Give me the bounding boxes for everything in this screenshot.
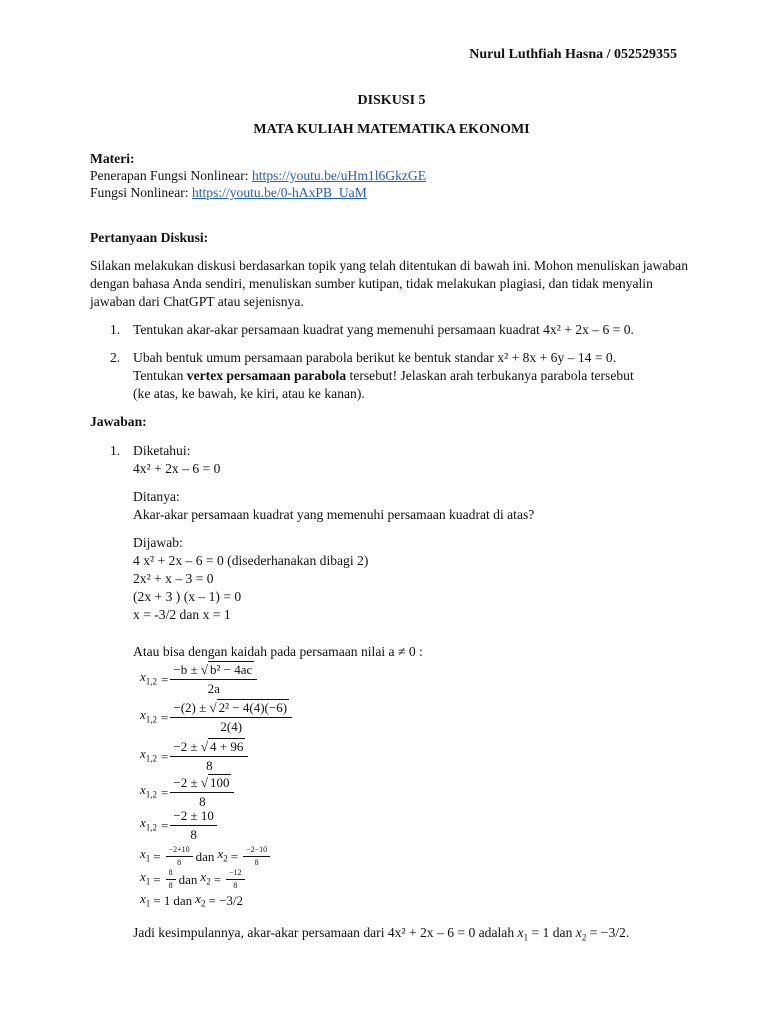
materi-link-1[interactable]: https://youtu.be/uHm1l6GkzGE — [251, 168, 427, 183]
conclusion-text: Jadi kesimpulannya, akar-akar persamaan dari 4x² + 2x – 6 = 0 adalah $x_1 = 1$ dan $x_2 = -3/2$. — [133, 925, 630, 943]
formula-step-5: $x_{1,2}$ = $\frac{-2 \pm 10}{8}$ — [140, 808, 217, 843]
roots-step-2: $x_1$ = $\frac{8}{8}$ dan $x_2$ = $\frac{-12}{8}$ — [140, 868, 245, 891]
author-name: Nurul Luthfiah Hasna / 052529355 — [469, 47, 677, 62]
ditanya-label: Ditanya: — [133, 489, 180, 504]
kaidah-text: Atau bisa dengan kaidah pada persamaan nilai a ≠ 0 : — [133, 644, 423, 659]
solution-step-1: 4 x² + 2x – 6 = 0 (disederhanakan dibagi 2) — [133, 553, 369, 568]
formula-step-4: $x_{1,2}$ = $\frac{-2 \pm √ 100}{8}$ — [140, 775, 234, 810]
roots-result: $x_1$ = 1 dan $x_2$ = −3/2 — [140, 891, 243, 909]
question-2-line-2-post: tersebut! Jelaskan arah terbukanya parabola tersebut — [346, 368, 634, 383]
diketahui-equation: 4x² + 2x – 6 = 0 — [133, 461, 221, 476]
pertanyaan-intro: Silakan melakukan diskusi berdasarkan topik yang telah ditentukan di bawah ini. Mohon menuliskan jawaban dengan bahasa Anda sendiri, menuliskan sumber kutipan, tidak melakukan plagiasi, dan tidak menyalin jawaban dari ChatGPT atau sejenisnya. — [90, 258, 688, 309]
formula-step-3: $x_{1,2}$ = $\frac{-2 \pm √ 4 + 96}{8}$ — [140, 739, 248, 774]
materi-item-2 — [90, 184, 690, 202]
diketahui-label: Diketahui: — [133, 443, 191, 458]
question-2-number: 2. — [110, 350, 121, 365]
question-1-number: 1. — [110, 322, 121, 337]
ditanya-text: Akar-akar persamaan kuadrat yang memenuhi persamaan kuadrat di atas? — [133, 507, 535, 522]
materi-item-1 — [90, 167, 690, 185]
formula-step-4-fraction: $\frac{-2 \pm √ 100}{8}$ — [170, 775, 234, 810]
question-2-line-1: Ubah bentuk umum persamaan parabola berikut ke bentuk standar x² + 8x + 6y – 14 = 0. — [133, 350, 617, 365]
formula-general: $x_{1,2}$ = $\frac{\text{−b ± √ b² − 4ac}}{2a}$ — [140, 662, 257, 697]
question-1-text: Tentukan akar-akar persamaan kuadrat yang memenuhi persamaan kuadrat 4x² + 2x – 6 = 0. — [133, 322, 634, 337]
question-2-line-2 — [133, 367, 693, 385]
question-2-bold-term: vertex persamaan parabola — [186, 368, 347, 383]
solution-step-2: 2x² + x – 3 = 0 — [133, 571, 214, 586]
dijawab-label: Dijawab: — [133, 535, 183, 550]
formula-substituted-fraction: $\frac{\text{−(2) ± √ 2² − 4(4)(−6)}}{2(4)}$ — [170, 700, 292, 735]
materi-item-2-label: Fungsi Nonlinear: — [90, 185, 192, 200]
formula-substituted: $x_{1,2}$ = $\frac{\text{−(2) ± √ 2² − 4(4)(−6)}}{2(4)}$ — [140, 700, 292, 735]
formula-step-3-fraction: $\frac{-2 \pm √ 4 + 96}{8}$ — [170, 739, 248, 774]
solution-step-4: x = -3/2 dan x = 1 — [133, 607, 231, 622]
roots-step-1: $x_1$ = $\frac{-2+10}{8}$ dan $x_2$ = $\frac{-2-10}{8}$ — [140, 845, 270, 868]
solution-step-3: (2x + 3 ) (x – 1) = 0 — [133, 589, 242, 604]
answer-1-number: 1. — [110, 443, 121, 458]
materi-item-1-label: Penerapan Fungsi Nonlinear: — [90, 168, 252, 183]
document-subtitle: MATA KULIAH MATEMATIKA EKONOMI — [253, 122, 530, 137]
materi-heading: Materi: — [90, 151, 135, 166]
pertanyaan-heading: Pertanyaan Diskusi: — [90, 230, 209, 245]
question-2-line-3: (ke atas, ke bawah, ke kiri, atau ke kanan). — [133, 386, 365, 401]
jawaban-heading: Jawaban: — [90, 414, 147, 429]
question-2-line-2-pre: Tentukan — [133, 368, 187, 383]
formula-step-5-fraction: $\frac{-2 \pm 10}{8}$ — [170, 808, 216, 843]
document-title: DISKUSI 5 — [357, 93, 426, 108]
formula-general-fraction: $\frac{\text{−b ± √ b² − 4ac}}{2a}$ — [170, 662, 257, 697]
materi-link-2[interactable]: https://youtu.be/0-hAxPB_UaM — [191, 185, 367, 200]
